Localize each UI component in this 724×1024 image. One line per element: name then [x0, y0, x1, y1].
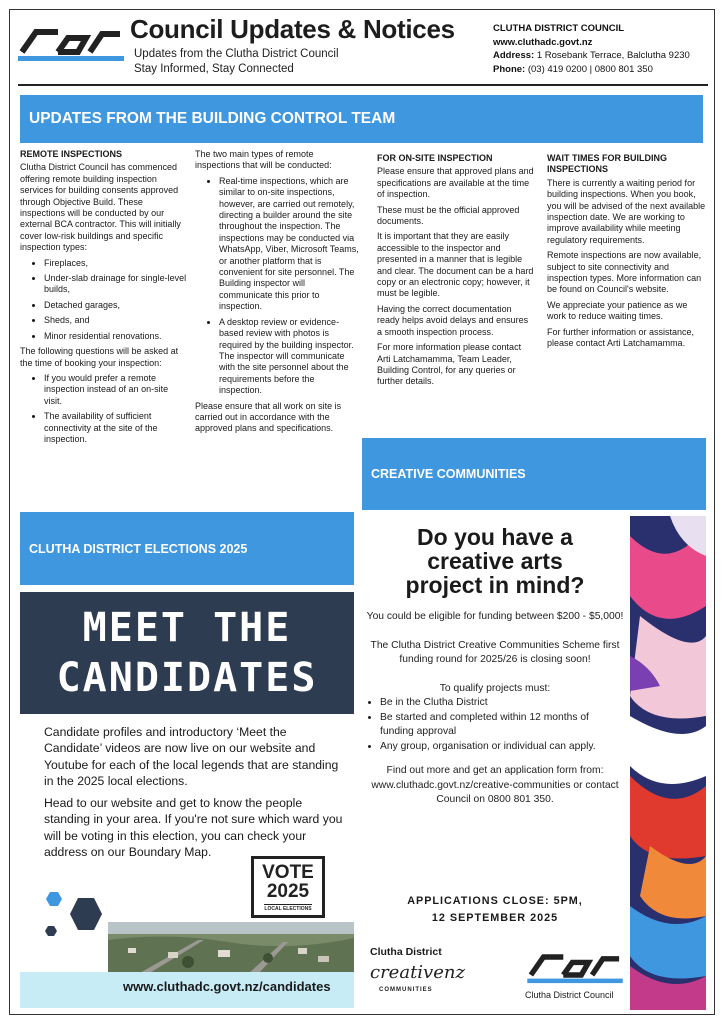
- applications-close: [366, 893, 624, 927]
- inspection-types-column: [195, 149, 360, 439]
- criteria-list: [366, 696, 624, 754]
- funding-text: You could be eligible for funding between $200 - $5,000!: [366, 611, 624, 622]
- subtitle-line: Stay Informed, Stay Connected: [134, 63, 294, 75]
- creative-nz-logo: [370, 962, 465, 983]
- paragraph: Candidate profiles and introductory ‘Meet the Candidate’ videos are now live on our website and Youtube for each of the local legends that are standing in the 2025 local elections.: [44, 725, 339, 788]
- creative-section-bar: CREATIVE COMMUNITIES: [362, 438, 706, 510]
- creative-logo-communities: COMMUNITIES: [379, 987, 433, 993]
- close-line: 12 SEPTEMBER 2025: [431, 912, 559, 924]
- inspection-types-list: [20, 258, 188, 342]
- vote-subtext: LOCAL ELECTIONS: [264, 905, 312, 912]
- list-item: • The availability of sufficient connectivity at the site of the inspection.: [44, 411, 188, 445]
- meet-candidates-banner: [20, 592, 354, 714]
- wait-times-column: [547, 153, 707, 354]
- creative-body: [366, 610, 624, 822]
- candidates-url-link[interactable]: www.cluthadc.govt.nz/candidates: [123, 979, 331, 994]
- council-phone: (03) 419 0200 | 0800 801 350: [527, 63, 653, 75]
- onsite-inspection-column: [377, 153, 535, 392]
- abstract-painting-image: [630, 516, 706, 1010]
- hexagon-graphic-icon: [40, 890, 110, 946]
- address-label: Address:: [493, 50, 535, 61]
- council-contact: [493, 22, 690, 76]
- questions-list: [20, 373, 188, 445]
- headline-line: creative arts: [427, 548, 563, 574]
- types-intro: The two main types of remote inspections that will be conducted:: [195, 149, 332, 171]
- creative-logo-district: Clutha District: [370, 946, 442, 958]
- creative-headline: [364, 525, 626, 597]
- candidates-text: [44, 724, 344, 866]
- paragraph: Remote inspections are now available, subject to site connectivity and inspection types. More information can be found on Council's website.: [547, 250, 702, 295]
- list-item: • Detached garages,: [44, 300, 188, 311]
- questions-intro: The following questions will be asked at the time of booking your inspection:: [20, 346, 179, 368]
- vote-year: 2025: [266, 880, 310, 902]
- headline-line: Do you have a: [417, 524, 573, 550]
- remote-intro: Clutha District Council has commenced offering remote building inspection services for building consents approved through Objective Build. These inspections will be conducted by our external BCA contractor. This will initially cover low-risk buildings and specific inspection types:: [20, 162, 181, 253]
- cdc-logo: [18, 22, 124, 62]
- paragraph: Having the correct documentation ready helps avoid delays and ensures a smooth inspection process.: [377, 303, 529, 337]
- paragraph: Please ensure that approved plans and specifications are available at the time of inspection.: [377, 166, 534, 200]
- types-closing: Please ensure that all work on site is carried out in accordance with the approved plans and specifications.: [195, 400, 342, 434]
- header-divider: [18, 84, 708, 86]
- council-logo-label: Clutha District Council: [525, 990, 614, 1000]
- council-website[interactable]: www.cluthadc.govt.nz: [493, 36, 593, 48]
- remote-heading: REMOTE INSPECTIONS: [20, 149, 123, 159]
- list-item: • Minor residential renovations.: [44, 331, 188, 342]
- council-address: 1 Rosebank Terrace, Balclutha 9230: [536, 50, 690, 61]
- paragraph: Head to our website and get to know the people standing in your area. If you're not sure which ward you will be voting in this election, you can check your address on our Boundary Map.: [44, 796, 343, 860]
- list-item: • Fireplaces,: [44, 258, 188, 269]
- remote-inspections-column: [20, 149, 188, 449]
- list-item: • Any group, organisation or individual can apply.: [380, 740, 624, 755]
- close-line: APPLICATIONS CLOSE: 5PM,: [407, 895, 583, 907]
- headline-line: project in mind?: [405, 572, 585, 598]
- list-item: • If you would prefer a remote inspection instead of an on-site visit.: [44, 373, 188, 407]
- qualify-intro: To qualify projects must:: [439, 682, 551, 694]
- paragraph: We appreciate your patience as we work to reduce waiting times.: [547, 299, 688, 322]
- logo-creative: creative: [370, 962, 444, 983]
- scheme-text: The Clutha District Creative Communities Scheme first funding round for 2025/26 is closing soon!: [370, 639, 620, 665]
- vote-text: VOTE: [262, 861, 314, 883]
- list-item: • Real-time inspections, which are similar to on-site inspections, however, are carried out remotely, directing a builder around the site throughout the inspection. The inspections may be conducted via WhatsApp, Viber, Microsoft Teams, or another platform that is convenient for site personnel. The Building inspector will communicate this prior to inspection.: [219, 176, 360, 313]
- onsite-heading: FOR ON-SITE INSPECTION: [377, 153, 493, 163]
- elections-section-bar: CLUTHA DISTRICT ELECTIONS 2025: [20, 512, 354, 585]
- vote-2025-logo: [251, 856, 325, 918]
- banner-line: MEET THE: [82, 605, 292, 651]
- banner-line: CANDIDATES: [56, 655, 318, 701]
- wait-heading: WAIT TIMES FOR BUILDING INSPECTIONS: [547, 153, 667, 175]
- list-item: • Be in the Clutha District: [380, 696, 624, 711]
- cdc-logo-footer: [527, 948, 623, 984]
- header-subtitle: [134, 47, 339, 77]
- types-list: [195, 176, 360, 397]
- list-item: • Be started and completed within 12 months of funding approval: [380, 711, 624, 740]
- subtitle-line: Updates from the Clutha District Council: [134, 48, 339, 60]
- list-item: • Under-slab drainage for single-level builds,: [44, 273, 188, 296]
- paragraph: There is currently a waiting period for building inspections. When you book, you will be advised of the next available inspection date. We are working to improve availability while meeting regulatory requirements.: [547, 177, 706, 245]
- phone-label: Phone:: [493, 63, 526, 75]
- find-out-text: Find out more and get an application form from: www.cluthadc.govt.nz/creative-communities or contact Council on 0800 801 350.: [371, 765, 619, 805]
- paragraph: For further information or assistance, please contact Arti Latchamamma.: [547, 326, 695, 349]
- page-title: Council Updates & Notices: [130, 14, 455, 44]
- paragraph: These must be the official approved documents.: [377, 204, 520, 227]
- paragraph: For more information please contact Arti Latchamamma, Team Leader, Building Control, for any queries or further details.: [377, 342, 522, 387]
- list-item: • A desktop review or evidence-based review with photos is required by the building inspector. The inspector will communicate with the site personnel about the requirements before the inspection.: [219, 317, 360, 397]
- town-aerial-image: [108, 922, 354, 974]
- logo-nz: nz: [443, 962, 465, 983]
- building-section-bar: UPDATES FROM THE BUILDING CONTROL TEAM: [20, 95, 703, 143]
- council-name: CLUTHA DISTRICT COUNCIL: [493, 23, 625, 34]
- paragraph: It is important that they are easily accessible to the inspector and presented in a manner that is legible and clear. The document can be a hard copy or an electronic copy; however, it must be legible.: [377, 231, 534, 299]
- list-item: • Sheds, and: [44, 315, 188, 326]
